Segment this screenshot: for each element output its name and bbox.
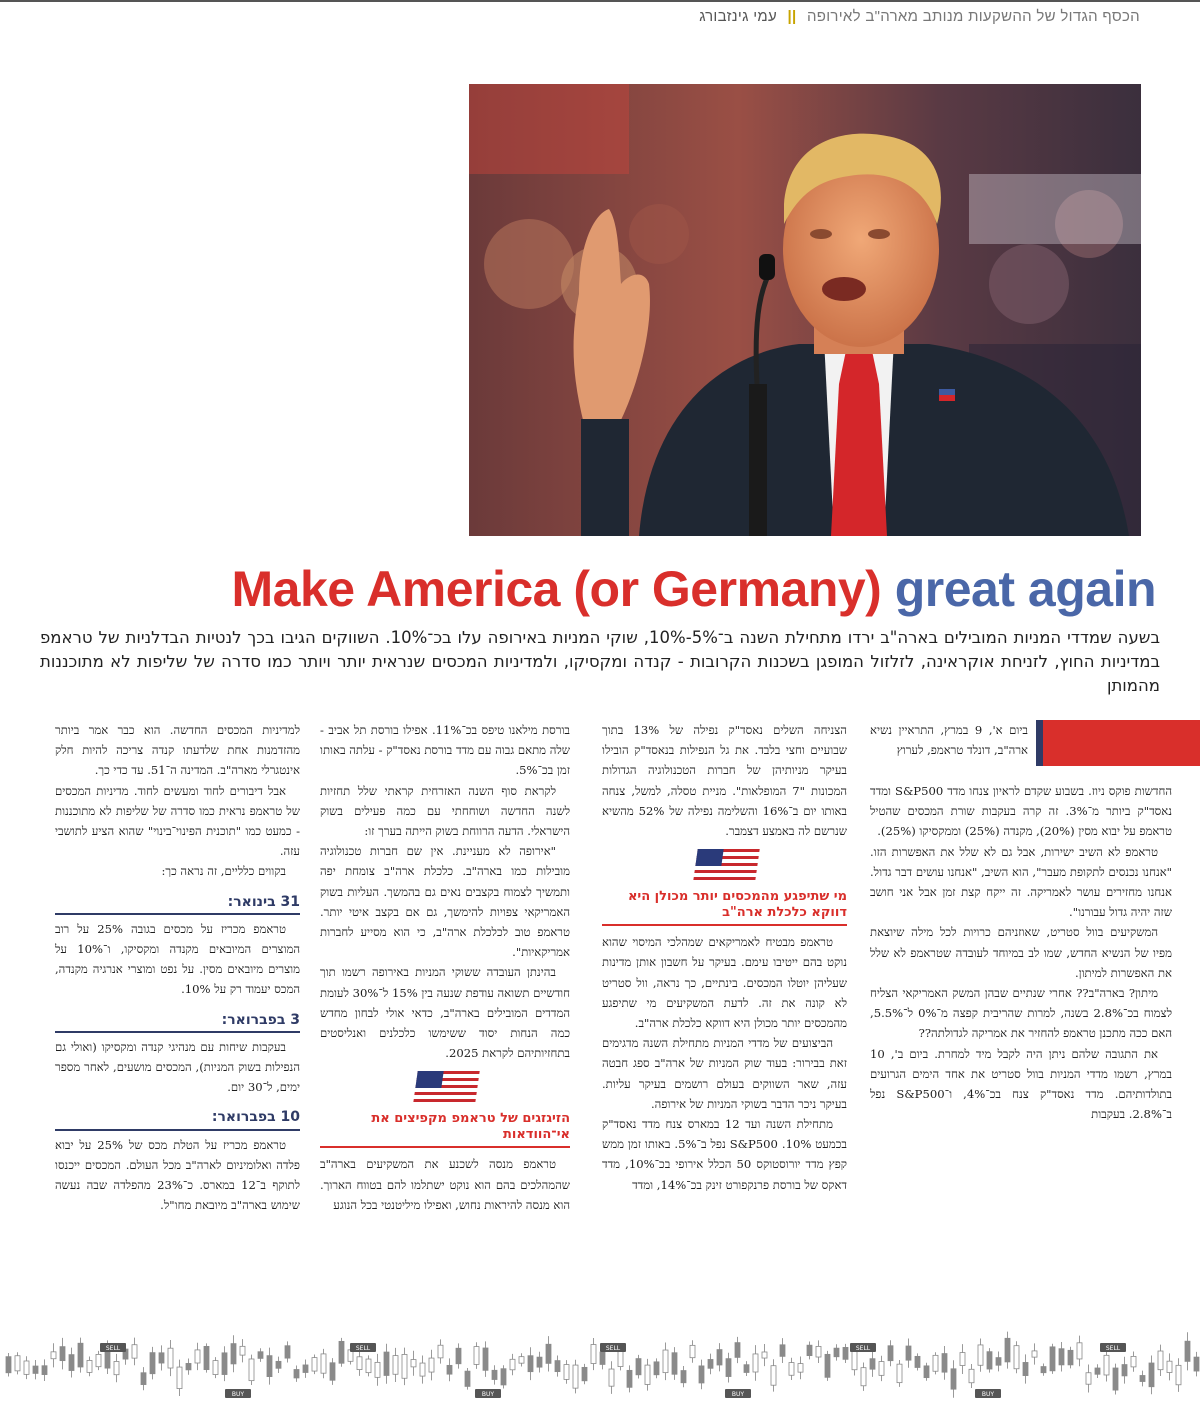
candle-body bbox=[1158, 1351, 1163, 1370]
timeline-date: 3 בפברואר: bbox=[55, 1010, 300, 1033]
candle-body bbox=[492, 1370, 497, 1379]
candle-body bbox=[1149, 1363, 1154, 1387]
candle-body bbox=[861, 1368, 866, 1386]
paragraph: טראמפ מבטיח לאמריקאים שמהלכי המיסוי שהוא נוקט בהם ייטיבו עימם. בעיקר על חשבון אותן מדינות שעליהן יוטלו המכסים. בינתיים, כך נראה, וול סטריט לא קונה את זה. לדעת המשקיעים מי שתיפגע מהמכסים יותר מכולן היא דווקא כלכלת ארה"ב. bbox=[602, 935, 847, 1031]
candle-body bbox=[924, 1366, 929, 1378]
candle-body bbox=[564, 1365, 569, 1380]
candle-body bbox=[915, 1356, 920, 1367]
candle-body bbox=[258, 1352, 263, 1359]
candle-body bbox=[420, 1363, 425, 1376]
candle-body bbox=[1131, 1356, 1136, 1366]
candle-body bbox=[33, 1366, 38, 1373]
candle-body bbox=[384, 1352, 389, 1375]
candle-body bbox=[897, 1364, 902, 1382]
candle-body bbox=[213, 1361, 218, 1375]
candle-body bbox=[15, 1356, 20, 1371]
candle-body bbox=[654, 1362, 659, 1375]
timeline-date: 10 בפברואר: bbox=[55, 1107, 300, 1130]
candle-body bbox=[582, 1367, 587, 1380]
candle-body bbox=[321, 1354, 326, 1373]
paragraph: למדיניות המכסים החדשה. הוא כבר אמר ביותר מהזדמנות אחת שלדעתו קנדה צריכה להיות חלק אינטגרלי מארה"ב. המדינה ה־51. עד כדי כך. bbox=[55, 723, 300, 778]
candle-body bbox=[744, 1365, 749, 1373]
column-3 bbox=[320, 720, 570, 1290]
candle-body bbox=[1113, 1368, 1118, 1390]
candle-body bbox=[1095, 1368, 1100, 1374]
paragraph: טראמפ מנסה לשכנע את המשקיעים בארה"ב שהמהלכים בהם הוא נוקט ישתלמו להם בטווח הארוך. הוא מנסה להיראות נחוש, ואפילו מיליטנטי בכל הנוגע bbox=[320, 1157, 570, 1212]
header-author: עמי גינזבורג bbox=[699, 8, 778, 25]
ticker-label: SELL bbox=[605, 1345, 621, 1352]
candle-body bbox=[465, 1371, 470, 1386]
timeline-date: 31 בינואר: bbox=[55, 892, 300, 915]
candle-body bbox=[888, 1346, 893, 1361]
candle-body bbox=[960, 1353, 965, 1366]
timeline-text: טראמפ מכריז על הטלת מכס של 25% על יבוא פלדה ואלומיניום לארה"ב מכל העולם. המכסים ייכנסו לתוקף ב־12 במארס. כ־23% מהפלדה שבה נעשה שימוש בארה"ב מיובאת מחו"ל. bbox=[55, 1137, 300, 1213]
candle-body bbox=[600, 1352, 605, 1364]
paragraph: בקווים כלליים, זה נראה כך: bbox=[161, 864, 286, 879]
candle-body bbox=[555, 1361, 560, 1372]
candle-body bbox=[672, 1353, 677, 1375]
candle-body bbox=[1194, 1357, 1199, 1371]
candle-body bbox=[798, 1364, 803, 1373]
paragraph: הצניחה השלים נאסד"ק נפילה של 13% בתוך שבועיים וחצי בלבד. את גל הנפילות בנאסד"ק הובילו בעיקר מניותיהן של חברות הטכנולוגיה הגדולות המכונות "7 המופלאות". מניית טסלה, למשל, צנחה באותו יום ב־16% והשלימה נפילה של 52% מהשיא שנרשם לה באמצע דצמבר. bbox=[602, 723, 847, 839]
ticker-label: SELL bbox=[105, 1345, 121, 1352]
candle-body bbox=[1014, 1346, 1019, 1369]
candle-body bbox=[447, 1365, 452, 1374]
candle-body bbox=[51, 1352, 56, 1359]
candle-body bbox=[1185, 1341, 1190, 1361]
ticker-label: BUY bbox=[981, 1391, 995, 1398]
candle-body bbox=[375, 1362, 380, 1377]
candle-body bbox=[1140, 1375, 1145, 1381]
candle-body bbox=[456, 1348, 461, 1363]
candle-body bbox=[222, 1353, 227, 1375]
candle-body bbox=[285, 1346, 290, 1358]
candle-body bbox=[357, 1357, 362, 1370]
candle-body bbox=[330, 1363, 335, 1381]
candle-body bbox=[699, 1366, 704, 1383]
candle-body bbox=[852, 1349, 857, 1370]
paragraph: "אירופה לא מעניינת. אין שם חברות טכנולוגיה מובילות כמו בארה"ב. כלכלת ארה"ב צומחת יפה ותמשיך לצמוח בקצבים נאים גם בהמשך. העליות בשוק האמריקאי צפויות להימשך, גם אם בקצב איטי יותר. טראמפ טוב לכלכלת ארה"ב, כי הוא מסייע לחברות אמריקאיות". bbox=[320, 844, 570, 960]
candle-body bbox=[150, 1353, 155, 1374]
candle-body bbox=[411, 1360, 416, 1367]
column-4 bbox=[55, 720, 300, 1290]
candle-body bbox=[762, 1352, 767, 1358]
candle-body bbox=[249, 1359, 254, 1381]
candle-body bbox=[735, 1343, 740, 1358]
candle-body bbox=[843, 1347, 848, 1359]
candle-body bbox=[816, 1346, 821, 1357]
candle-body bbox=[591, 1345, 596, 1364]
paragraph: מתחילת השנה ועד 12 במארס צנח מדד נאסד"ק בכמעט 10%. S&P500 נפל ב־5%. באותו זמן ממש קפץ מדד יורוסטוקס 50 הכלל אירופי בכ־10%, מדד דאקס של בורסת פרנקפורט זינק בכ־14%, ומדד bbox=[602, 1117, 847, 1192]
candle-body bbox=[276, 1361, 281, 1368]
accent-bar-navy bbox=[1036, 720, 1043, 766]
candle-body bbox=[186, 1363, 191, 1369]
candle-body bbox=[60, 1347, 65, 1361]
running-header bbox=[699, 8, 1140, 25]
candle-body bbox=[789, 1363, 794, 1376]
candle-body bbox=[69, 1355, 74, 1371]
section-subhead: הזיגזגים של טראמפ מקפיצים את אי־הוודאות bbox=[320, 1111, 570, 1148]
paragraph: אבל דיבורים לחוד ומעשים לחוד. מדיניות המכסים של טראמפ נראית כמו סדרה של שליפות לא מתוכננות - כמעט כמו "תוכנית הפינוי־בינוי" שהוא הציע לתושבי עזה. bbox=[55, 783, 300, 859]
candle-body bbox=[1050, 1347, 1055, 1371]
paragraph: הביצועים של מדדי המניות מתחילת השנה מדגימים זאת בבירור: בעוד שוק המניות של ארה"ב ספג חבטה עזה, שאר השווקים בעולם רושמים בעיקר עליות. בעיקר ניכר הדבר בשוקי המניות של אירופה. bbox=[602, 1036, 847, 1111]
candle-body bbox=[807, 1345, 812, 1355]
candle-body bbox=[1068, 1350, 1073, 1365]
paragraph: ביום א', 9 במרץ, התראיין נשיא ארה"ב, דונלד טראמפ, לערוץ bbox=[870, 723, 1028, 758]
candle-body bbox=[1023, 1362, 1028, 1375]
candle-body bbox=[933, 1355, 938, 1371]
candle-body bbox=[1086, 1373, 1091, 1384]
candle-body bbox=[195, 1350, 200, 1363]
candle-body bbox=[96, 1354, 101, 1366]
headline-blue-part: great again bbox=[894, 561, 1156, 617]
candle-body bbox=[708, 1359, 713, 1368]
candle-body bbox=[1122, 1365, 1127, 1376]
candle-body bbox=[78, 1343, 83, 1367]
top-rule bbox=[0, 0, 1200, 2]
paragraph: החדשות פוקס ניוז. בשבוע שקדם לראיון צנחו מדד S&P500 ומדד נאסד"ק ביותר מ־3%. זה קרה בעקבות שורת המכסים שהטיל טראמפ על יבוא מסין (20%), מקנדה (25%) וממקסיקו (25%). bbox=[870, 784, 1172, 839]
paragraph: המשקיעים בוול סטריט, שאוזניהם כרויות לכל מילה שיוצאת מפיו של הנשיא החדש, שמו לב במיוחד לעובדה שטראמפ לא שלל את האפשרות למיתון. bbox=[870, 925, 1172, 980]
candle-body bbox=[510, 1359, 515, 1370]
candle-body bbox=[537, 1357, 542, 1367]
paragraph: מיתון? בארה"ב?? אחרי שנתיים שבהן המשק האמריקאי הצליח לצמוח בכ־2.8% בשנה, למרות שהריבית קפצה מ־0% ל־5.5%, האם ככה מתכנן טראמפ להחזיר את אמריקה לגדולתה?? bbox=[870, 986, 1172, 1041]
speaker-illustration bbox=[469, 84, 1141, 536]
candle-body bbox=[780, 1345, 785, 1357]
candle-body bbox=[483, 1348, 488, 1370]
candle-body bbox=[168, 1348, 173, 1368]
candle-body bbox=[609, 1369, 614, 1386]
candle-body bbox=[24, 1361, 29, 1374]
candle-body bbox=[366, 1359, 371, 1373]
candle-body bbox=[906, 1346, 911, 1360]
us-flag-icon bbox=[690, 847, 760, 883]
ticker-label: SELL bbox=[355, 1345, 371, 1352]
candle-body bbox=[141, 1373, 146, 1385]
candle-body bbox=[231, 1344, 236, 1364]
candle-body bbox=[1005, 1338, 1010, 1362]
candle-body bbox=[429, 1358, 434, 1372]
candle-body bbox=[1167, 1361, 1172, 1372]
column-2 bbox=[602, 720, 847, 1290]
us-flag-icon bbox=[410, 1069, 480, 1105]
candle-body bbox=[528, 1356, 533, 1372]
candle-body bbox=[636, 1359, 641, 1375]
candle-body bbox=[726, 1359, 731, 1377]
candle-body bbox=[942, 1354, 947, 1373]
candle-body bbox=[177, 1367, 182, 1388]
candle-body bbox=[1104, 1355, 1109, 1375]
article-photo bbox=[469, 84, 1141, 536]
ticker-label: BUY bbox=[481, 1391, 495, 1398]
candle-body bbox=[339, 1341, 344, 1363]
candle-body bbox=[753, 1354, 758, 1372]
ticker-label: SELL bbox=[855, 1345, 871, 1352]
candle-body bbox=[1176, 1365, 1181, 1384]
candle-body bbox=[627, 1370, 632, 1387]
candle-body bbox=[870, 1359, 875, 1370]
candle-body bbox=[393, 1356, 398, 1375]
candle-body bbox=[987, 1352, 992, 1369]
candle-body bbox=[996, 1358, 1001, 1366]
candle-body bbox=[402, 1354, 407, 1378]
candle-body bbox=[717, 1350, 722, 1365]
accent-bar-red bbox=[1036, 720, 1200, 766]
candle-body bbox=[501, 1369, 506, 1385]
candle-body bbox=[303, 1365, 308, 1373]
candle-body bbox=[474, 1347, 479, 1365]
headline bbox=[0, 560, 1156, 618]
candle-body bbox=[1059, 1349, 1064, 1365]
candle-body bbox=[546, 1344, 551, 1363]
candle-body bbox=[645, 1365, 650, 1384]
candle-body bbox=[825, 1354, 830, 1377]
candle-body bbox=[114, 1361, 119, 1374]
candle-body bbox=[834, 1348, 839, 1357]
candle-body bbox=[1077, 1343, 1082, 1359]
candle-body bbox=[42, 1366, 47, 1375]
candle-body bbox=[87, 1360, 92, 1372]
candle-body bbox=[159, 1353, 164, 1363]
candle-body bbox=[438, 1345, 443, 1358]
candle-body bbox=[204, 1346, 209, 1369]
ticker-label: SELL bbox=[1105, 1345, 1121, 1352]
timeline-text: טראמפ מכריז על מכסים בגובה 25% על רוב המוצרים המיובאים מקנדה ומקסיקו, ו־10% על מוצרים מיובאים מסין. על נפט ומוצרי אנרגיה מקנדה, המכס יעמוד רק על 10%. bbox=[55, 921, 300, 997]
lead-paragraph: בשעה שמדדי המניות המובילים בארה"ב ירדו מתחילת השנה ב־5%-10%, שוקי המניות באירופה עלו בכ־10%. השווקים הגיבו בכך לנטיות הבדלניות של טראמפ במדיניות החוץ, לזניחת אוקראינה, לזלזול המופגן בשכנות הקרובות - קנדה ומקסיקו, ולמדיניות המכסים שנראית יותר ויותר כמו סדרה של שליפות לא מתוכננות מהמותן bbox=[40, 628, 1161, 695]
candle-body bbox=[294, 1369, 299, 1377]
ticker-label: BUY bbox=[731, 1391, 745, 1398]
candle-body bbox=[771, 1366, 776, 1386]
section-subhead: מי שתיפגע מהמכסים יותר מכולן היא דווקא כלכלת ארה"ב bbox=[602, 889, 847, 926]
header-title: הכסף הגדול של ההשקעות מנותב מארה"ב לאירופה bbox=[806, 8, 1140, 25]
paragraph: טראמפ לא השיב ישירות, אבל גם לא שלל את האפשרות הזו. "אנחנו נכנסים לתקופת מעבר", הוא השיב, "אנחנו עושים דבר גדול. אנחנו מחזירים עושר לאמריקה. זה ייקח קצת זמן אבל אני חושב שזה יהיה גדול עבורנו". bbox=[870, 844, 1172, 920]
headline-red-part: Make America (or Germany) bbox=[231, 561, 882, 617]
ticker-label: BUY bbox=[231, 1391, 245, 1398]
column-1-continued bbox=[870, 781, 1172, 1290]
paragraph: את התגובה שלהם ניתן היה לקבל מיד למחרת. ביום ב', 10 במרץ, רשמו מדדי המניות בוול סטריט את אחד הימים הגרועים בתולדותיהם. מדד נאסד"ק צנח בכ־4%, ו־S&P500 נפל ב־2.8%. בעקבות bbox=[870, 1046, 1172, 1122]
candle-body bbox=[969, 1369, 974, 1382]
candle-body bbox=[312, 1358, 317, 1371]
header-separator: || bbox=[787, 8, 797, 25]
candlestick-decoration bbox=[0, 1325, 1200, 1419]
candle-body bbox=[879, 1362, 884, 1376]
candle-body bbox=[663, 1350, 668, 1373]
candle-body bbox=[132, 1345, 137, 1358]
paragraph: לקראת סוף השנה האזרחית קראתי שלל תחזיות לשנה החדשה ושוחחתי עם כמה פעילים בשוק הישראלי. הדעה הרווחת בשוק הייתה בערך זו: bbox=[320, 783, 570, 839]
candle-body bbox=[681, 1371, 686, 1383]
candle-body bbox=[978, 1345, 983, 1365]
candle-body bbox=[618, 1350, 623, 1367]
timeline-text: בעקבות שיחות עם מנהיגי קנדה ומקסיקו (ואולי גם הנפילות בשוק המניות), המכסים מושעים, לאחר מספר ימים, ל־30 יום. bbox=[55, 1039, 300, 1095]
candle-body bbox=[519, 1357, 524, 1363]
candle-body bbox=[690, 1345, 695, 1357]
paragraph: בהינתן העובדה ששוקי המניות באירופה רשמו תוך חודשיים תשואה עודפת שנעה בין 15% ל־30% לעומת המדדים המובילים בארה"ב, כדאי אולי לבחון מחדש כמה הנחות יסוד ששימשו כלכלנים ואנליסטים בתחזיותיהם לקראת 2025. bbox=[320, 965, 570, 1061]
candle-body bbox=[573, 1365, 578, 1388]
candle-body bbox=[1032, 1351, 1037, 1357]
candle-body bbox=[1041, 1367, 1046, 1373]
candle-body bbox=[6, 1357, 11, 1373]
candle-body bbox=[267, 1356, 272, 1377]
candle-body bbox=[951, 1369, 956, 1389]
paragraph: בורסת מילאנו טיפס בכ־11%. אפילו בורסת תל אביב - שלה מתאם גבוה עם מדד בורסת נאסד"ק - עלתה באותו זמן בכ־5%. bbox=[320, 723, 570, 778]
candle-body bbox=[240, 1346, 245, 1355]
